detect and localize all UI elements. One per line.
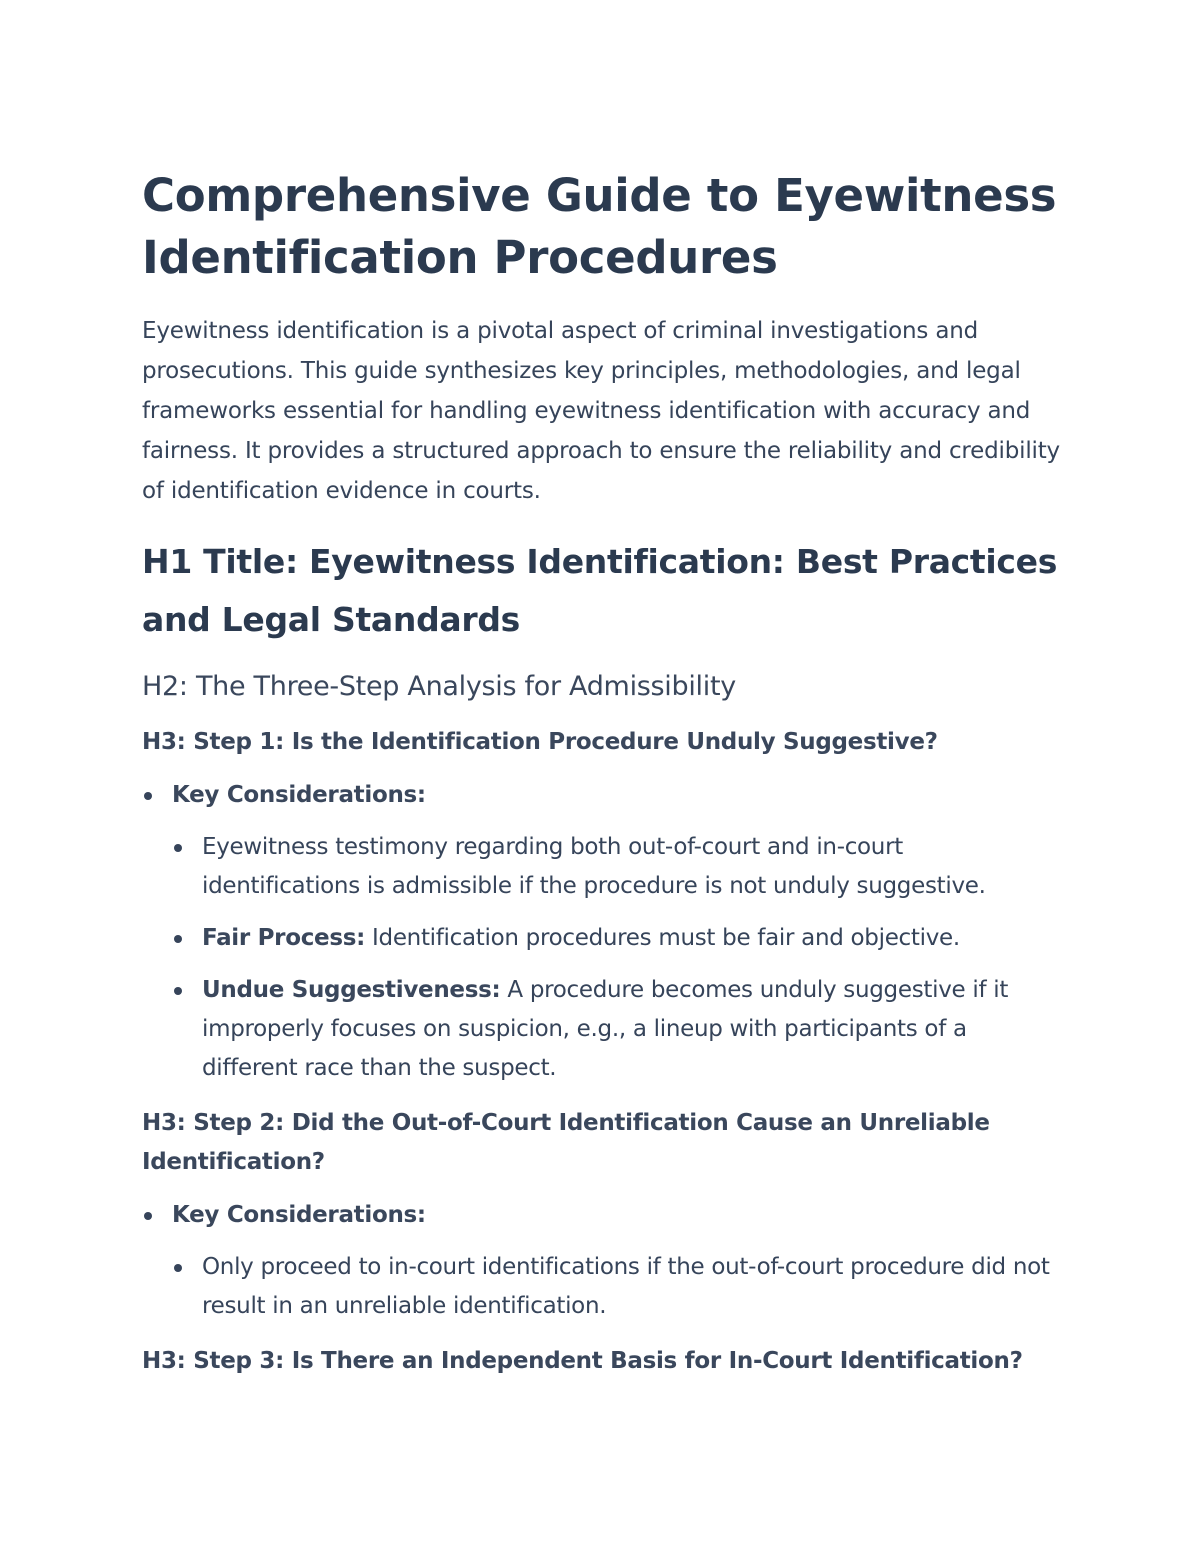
list-item-text: Only proceed to in-court identifications if the out-of-court procedure did not result in an unreliable identification.: [202, 1254, 1050, 1319]
bullet-icon: [174, 1264, 182, 1272]
intro-paragraph: Eyewitness identification is a pivotal aspect of criminal investigations and prosecutions. This guide synthesizes key principles, methodologies, and legal frameworks essential for handling eyewitness identification with accuracy and fairness. It provides a structured approach to ensure the reliability and credibility of identification evidence in courts.: [142, 318, 1060, 504]
key-considerations-label: Key Considerations:: [172, 1202, 426, 1228]
list-item: [172, 1248, 1062, 1326]
step1-key-considerations: [142, 776, 1062, 1088]
fair-process-label: Fair Process:: [202, 925, 366, 951]
step2-list: [142, 1196, 1062, 1326]
h2-heading: H2: The Three-Step Analysis for Admissibility: [142, 671, 736, 702]
undue-suggestiveness-label: Undue Suggestiveness:: [202, 977, 501, 1003]
bullet-icon: [144, 1212, 152, 1220]
list-item-text: Identification procedures must be fair and objective.: [365, 925, 960, 951]
list-item-text: A procedure becomes unduly suggestive if it improperly focuses on suspicion, e.g., a lineup with participants of a different race than the suspect.: [202, 977, 1009, 1081]
step2-sublist: [172, 1248, 1062, 1326]
document-title: Comprehensive Guide to Eyewitness Identification Procedures: [142, 169, 1057, 284]
step1-sublist: [172, 828, 1062, 1088]
h1-heading: H1 Title: Eyewitness Identification: Best Practices and Legal Standards: [142, 542, 1058, 639]
step2-heading: H3: Step 2: Did the Out-of-Court Identification Cause an Unreliable Identification?: [142, 1110, 990, 1175]
document-page: [142, 165, 1062, 1381]
list-item-text: Eyewitness testimony regarding both out-of-court and in-court identifications is admissible if the procedure is not unduly suggestive.: [202, 834, 986, 899]
bullet-icon: [174, 935, 182, 943]
bullet-icon: [174, 844, 182, 852]
list-item: [172, 828, 1062, 906]
bullet-icon: [144, 792, 152, 800]
list-item: [172, 971, 1062, 1088]
list-item: [172, 919, 1062, 958]
step3-heading: H3: Step 3: Is There an Independent Basis for In-Court Identification?: [142, 1348, 1023, 1374]
step1-heading: H3: Step 1: Is the Identification Procedure Unduly Suggestive?: [142, 729, 938, 755]
key-considerations-label: Key Considerations:: [172, 782, 426, 808]
step2-key-considerations: [142, 1196, 1062, 1326]
step1-list: [142, 776, 1062, 1088]
bullet-icon: [174, 987, 182, 995]
